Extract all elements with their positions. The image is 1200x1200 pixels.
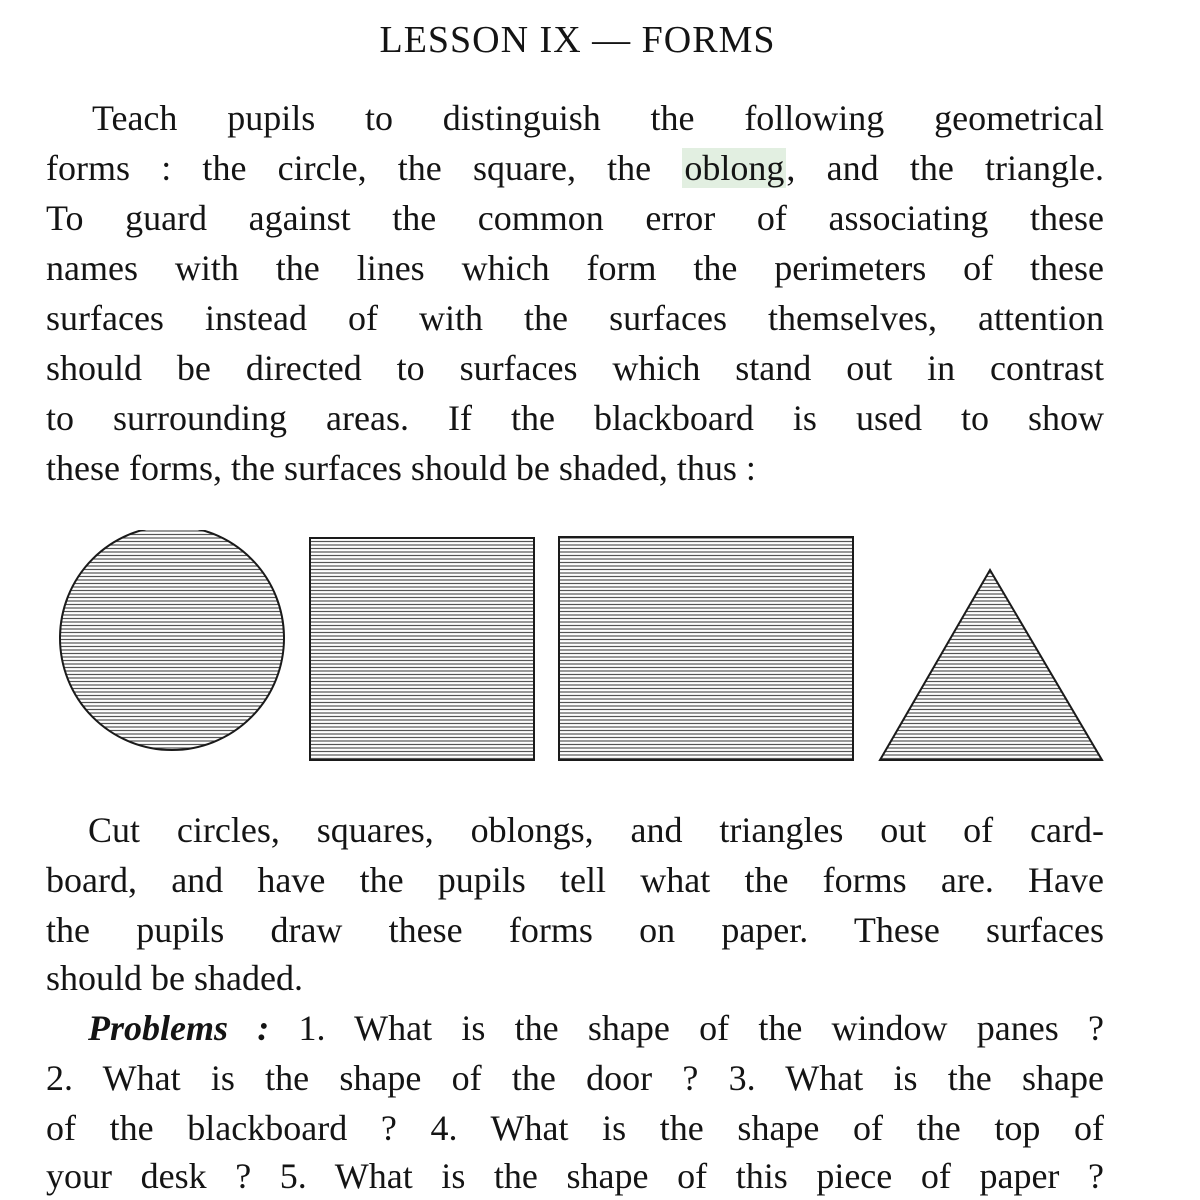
paragraph-2-line-3: the pupils draw these forms on paper. These surfaces	[46, 910, 1104, 950]
paragraph-2-line-1: Cut circles, squares, oblongs, and triangles out of card-	[88, 810, 1104, 850]
circle-figure	[60, 530, 284, 750]
problems-line-4: your desk ? 5. What is the shape of this piece of paper ?	[46, 1156, 1104, 1196]
paragraph-1-line-8: these forms, the surfaces should be shaded, thus :	[46, 448, 756, 488]
line-2-before: forms : the circle, the square, the	[46, 148, 652, 188]
paragraph-2-line-2: board, and have the pupils tell what the forms are. Have	[46, 860, 1104, 900]
shaded-figures	[56, 530, 1108, 766]
paragraph-1-line-7: to surrounding areas. If the blackboard is used to show	[46, 398, 1104, 438]
highlighted-word-oblong: oblong	[684, 148, 785, 188]
lesson-title: LESSON IX — FORMS	[379, 19, 776, 61]
problems-label: Problems :	[88, 1008, 270, 1048]
paragraph-1-line-6: should be directed to surfaces which stand out in contrast	[46, 348, 1104, 388]
problems-line-3: of the blackboard ? 4. What is the shape of the top of	[46, 1108, 1104, 1148]
paragraph-1-line-2	[46, 148, 1104, 188]
problems-line-2: 2. What is the shape of the door ? 3. What is the shape	[46, 1058, 1104, 1098]
paragraph-1-line-1: Teach pupils to distinguish the following geometrical	[92, 98, 1104, 138]
problem-1: 1. What is the shape of the window panes ?	[298, 1008, 1105, 1048]
paragraph-2-line-4: should be shaded.	[46, 958, 303, 998]
paragraph-1-line-5: surfaces instead of with the surfaces themselves, attention	[46, 298, 1104, 338]
paragraph-1-line-4: names with the lines which form the perimeters of these	[46, 248, 1104, 288]
paragraph-1-line-3: To guard against the common error of associating these	[46, 198, 1104, 238]
line-2-after: , and the triangle.	[786, 148, 1104, 188]
problems-line-1	[88, 1008, 1104, 1048]
oblong-figure	[559, 537, 853, 760]
square-figure	[310, 538, 534, 760]
triangle-figure	[880, 570, 1102, 760]
